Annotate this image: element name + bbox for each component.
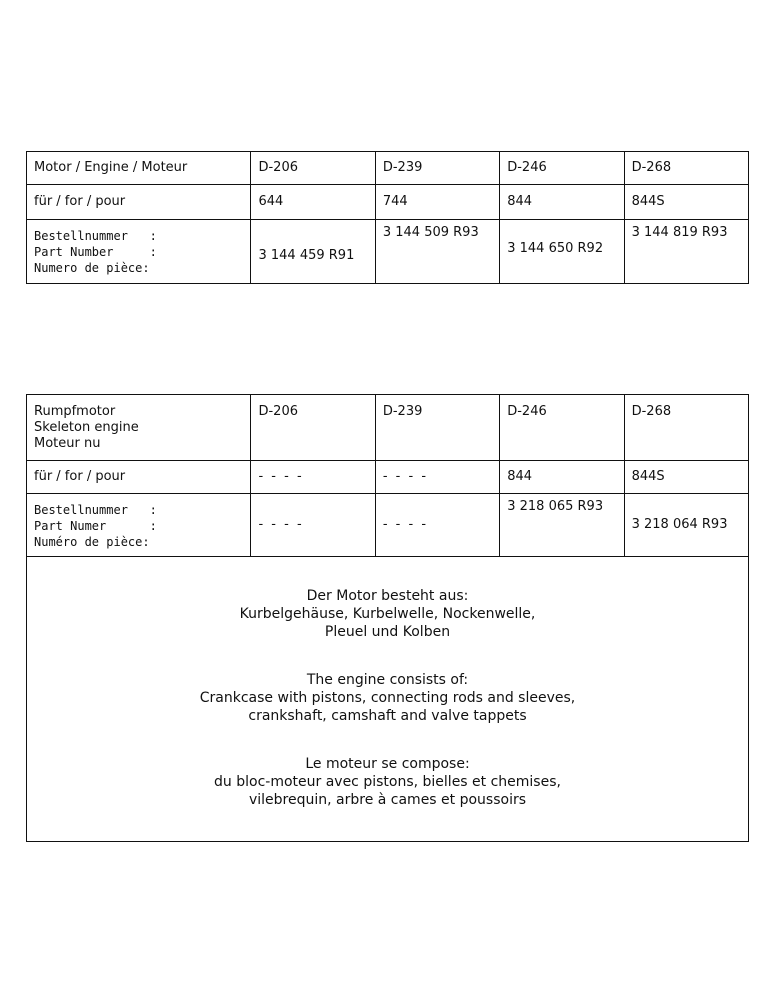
label-line: Numéro de pièce: [34,535,150,549]
label-line: Bestellnummer : [34,229,157,243]
model-844: 844 [500,461,624,494]
part-number-d268: 3 218 064 R93 [624,494,748,557]
table-row [27,494,749,557]
part-number-d239: 3 144 509 R93 [375,220,499,284]
label-line: Rumpfmotor [34,404,116,419]
description-line: crankshaft, camshaft and valve tappets [248,708,527,724]
engine-d268: D-268 [624,395,748,461]
engine-d239: D-239 [375,152,499,185]
model-844s: 844S [624,461,748,494]
engine-part-table [26,151,749,284]
description-line: du bloc-moteur avec pistons, bielles et chemises, [214,774,561,790]
description-line: vilebrequin, arbre à cames et poussoirs [248,792,527,808]
part-number-d206: - - - - [251,494,375,557]
model-d206: - - - - [251,461,375,494]
engine-d268: D-268 [624,152,748,185]
label-line: Numero de pièce: [34,261,150,275]
description-line: Crankcase with pistons, connecting rods and sleeves, [199,690,576,706]
table-row [27,152,749,185]
part-number-d246: 3 218 065 R93 [500,494,624,557]
engine-d246: D-246 [500,395,624,461]
engine-d239: D-239 [375,395,499,461]
fuer-label: für / for / pour [27,461,251,494]
model-844s: 844S [624,185,748,220]
description-line: The engine consists of: [306,672,469,688]
model-644: 644 [251,185,375,220]
description-german [37,587,738,641]
model-844: 844 [500,185,624,220]
label-line: Part Numer : [34,519,157,533]
engine-d206: D-206 [251,395,375,461]
description-line: Kurbelgehäuse, Kurbelwelle, Nockenwelle, [239,606,536,622]
label-line: Skeleton engine [34,420,139,435]
model-744: 744 [375,185,499,220]
table-row [27,395,749,461]
header-label: Motor / Engine / Moteur [27,152,251,185]
table-row [27,185,749,220]
engine-d246: D-246 [500,152,624,185]
model-d239: - - - - [375,461,499,494]
label-line: Part Number : [34,245,157,259]
part-number-label [27,220,251,284]
description-line: Der Motor besteht aus: [306,588,469,604]
table-row [27,461,749,494]
part-number-label [27,494,251,557]
engine-d206: D-206 [251,152,375,185]
table-row [27,220,749,284]
description-french [37,755,738,809]
part-number-d239: - - - - [375,494,499,557]
part-number-d268: 3 144 819 R93 [624,220,748,284]
fuer-label: für / for / pour [27,185,251,220]
label-line: Moteur nu [34,436,101,451]
header-label [27,395,251,461]
part-number-d246: 3 144 650 R92 [500,220,624,284]
description-line: Le moteur se compose: [305,756,470,772]
skeleton-engine-table [26,394,749,842]
table-row [27,557,749,842]
description-line: Pleuel und Kolben [324,624,451,640]
part-number-d206: 3 144 459 R91 [251,220,375,284]
engine-description [27,557,749,842]
label-line: Bestellnummer : [34,503,157,517]
description-english [37,671,738,725]
